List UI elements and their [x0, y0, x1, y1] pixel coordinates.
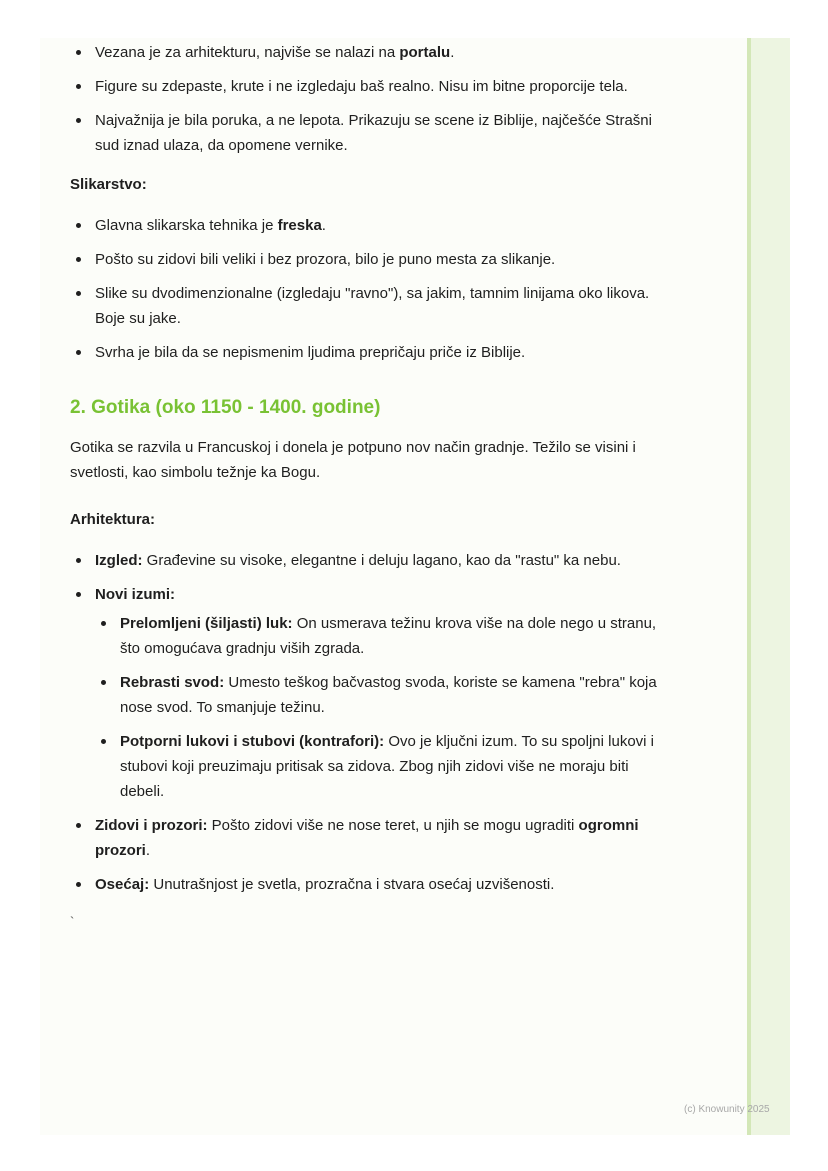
- text-run: Građevine su visoke, elegantne i deluju lagano, kao da "rastu" ka nebu.: [142, 552, 621, 569]
- slikarstvo-list: [70, 213, 670, 365]
- text-run: Figure su zdepaste, krute i ne izgledaju baš realno. Nisu im bitne proporcije tela.: [95, 78, 628, 95]
- sub-list-item: [95, 729, 670, 804]
- text-run: Pošto su zidovi bili veliki i bez prozora, bilo je puno mesta za slikanje.: [95, 251, 556, 268]
- bold-text: Potporni lukovi i stubovi (kontrafori):: [120, 733, 385, 750]
- sub-list-item: [95, 670, 670, 720]
- novi-izumi-sublist: [95, 611, 670, 804]
- bold-text: Rebrasti svod:: [120, 674, 225, 691]
- document-body: [70, 40, 670, 934]
- text-run: .: [450, 44, 455, 61]
- text-run: Glavna slikarska tehnika je: [95, 217, 278, 234]
- arhitektura-heading: Arhitektura:: [70, 511, 156, 528]
- gotika-intro: Gotika se razvila u Francuskoj i donela je potpuno nov način gradnje. Težilo se visini i svetlosti, kao simbolu težnje ka Bogu.: [70, 439, 636, 481]
- text-run: Svrha je bila da se nepismenim ljudima prepričaju priče iz Biblije.: [95, 344, 526, 361]
- list-item: [70, 548, 670, 573]
- list-item: [70, 813, 670, 863]
- list-item: [70, 340, 670, 365]
- bold-text: Osećaj:: [95, 876, 150, 893]
- list-item: [70, 74, 670, 99]
- text-run: Umesto teškog bačvastog svoda, koriste se kamena "rebra" koja nose svod. To smanjuje težinu.: [120, 674, 657, 716]
- list-item: [70, 247, 670, 272]
- side-strip: [747, 38, 790, 1135]
- list-item: [70, 40, 670, 65]
- bold-text: ogromni prozori: [95, 817, 639, 859]
- romanika-sculpture-list: [70, 40, 670, 158]
- text-run: Ovo je ključni izum. To su spoljni lukovi i stubovi koji preuzimaju pritisak sa zidova. Zbog njih zidovi više ne moraju biti debeli.: [120, 733, 655, 800]
- bold-text: Novi izumi:: [95, 586, 176, 603]
- list-item: [70, 281, 670, 331]
- text-run: On usmerava težinu krova više na dole nego u stranu, što omogućava gradnju viših zgrada.: [120, 615, 657, 657]
- text-run: Vezana je za arhitekturu, najviše se nalazi na: [95, 44, 400, 61]
- list-item: [70, 582, 670, 804]
- bold-text: Izgled:: [95, 552, 143, 569]
- text-run: Najvažnija je bila poruka, a ne lepota. Prikazuju se scene iz Biblije, najčešće Strašni sud iznad ulaza, da opomene vernike.: [95, 112, 652, 154]
- text-run: .: [321, 217, 326, 234]
- text-run: Slike su dvodimenzionalne (izgledaju "ravno"), sa jakim, tamnim linijama oko likova. Boje su jake.: [95, 285, 650, 327]
- text-run: Unutrašnjost je svetla, prozračna i stvara osećaj uzvišenosti.: [149, 876, 555, 893]
- gotika-heading: 2. Gotika (oko 1150 - 1400. godine): [70, 397, 381, 418]
- slikarstvo-heading: Slikarstvo:: [70, 176, 147, 193]
- bold-text: Prelomljeni (šiljasti) luk:: [120, 615, 293, 632]
- arhitektura-list: [70, 548, 670, 897]
- text-run: .: [145, 842, 151, 859]
- bold-text: freska: [277, 217, 322, 234]
- copyright-footer: (c) Knowunity 2025: [684, 1104, 770, 1115]
- list-item: [70, 108, 670, 158]
- side-line: [747, 38, 751, 1135]
- stray-mark: `: [70, 914, 75, 929]
- bold-text: Zidovi i prozori:: [95, 817, 208, 834]
- sub-list-item: [95, 611, 670, 661]
- bold-text: portalu: [399, 44, 451, 61]
- list-item: [70, 213, 670, 238]
- text-run: Pošto zidovi više ne nose teret, u njih se mogu ugraditi: [207, 817, 579, 834]
- list-item: [70, 872, 670, 897]
